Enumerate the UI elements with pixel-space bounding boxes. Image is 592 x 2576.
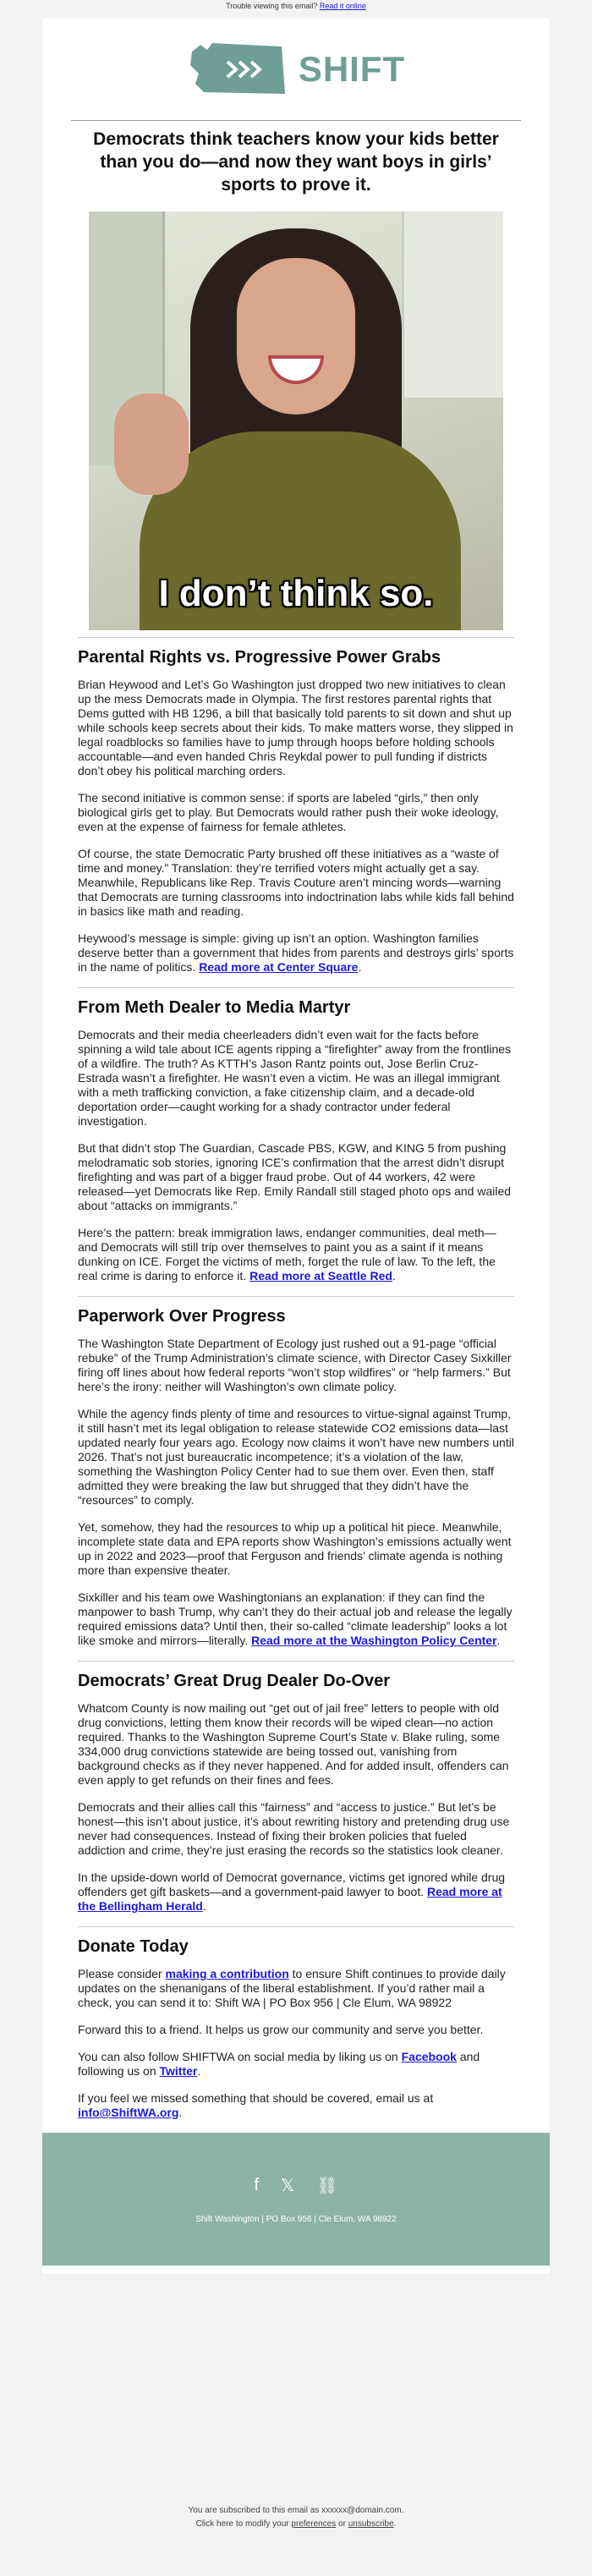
hero-image[interactable] bbox=[89, 211, 503, 630]
brand-name: SHIFT bbox=[298, 49, 406, 89]
read-more-link[interactable]: Read more at Seattle Red bbox=[249, 1269, 392, 1283]
preferences-text: or bbox=[338, 2519, 346, 2529]
twitter-link[interactable]: Twitter bbox=[159, 2064, 198, 2078]
footer-address: Shift Washington | PO Box 956 | Cle Elum, WA 98922 bbox=[195, 2214, 397, 2224]
subscription-info bbox=[0, 2504, 592, 2531]
preferences-text: Click here to modify your bbox=[195, 2519, 289, 2529]
article-paragraph-text: Heywood’s message is simple: giving up isn’t an option. Washington families deserve better than a government that hides from parents and destroys girls’ sports in the name of politics. bbox=[78, 931, 514, 974]
article-paragraph: Democrats and their allies call this “fairness” and “access to justice.” But let’s be honest—this isn’t about justice, it’s about rewriting history and pretending drug use never had consequences. Instead of fixing their broken policies that fueled addiction and crime, they’re just erasing the records so the statistics look cleaner. bbox=[78, 1800, 510, 1857]
washington-state-icon bbox=[187, 40, 288, 99]
kitchen-shelf bbox=[402, 211, 503, 398]
article-paragraph: Of course, the state Democratic Party brushed off these initiatives as a “waste of time and money.” Translation: they’re terrified voters might actually get a say. Meanwhile, Republicans like Rep. Travis Couture aren’t mincing words—warning that Democrats are turning classrooms into indoctrination labs while kids fall behind in basics like math and reading. bbox=[78, 847, 514, 918]
article-paragraph-text: Sixkiller and his team owe Washingtonians an explanation: if they can find the manpower to bash Trump, why can’t they do their actual job and release the legally required emissions data? Until then, their so-called “climate leadership” looks a lot like smoke and mirrors—literally. bbox=[78, 1590, 513, 1647]
footer-banner bbox=[42, 2133, 550, 2266]
section-divider bbox=[78, 1296, 514, 1297]
forward-paragraph: Forward this to a friend. It helps us grow our community and serve you better. bbox=[78, 2023, 484, 2036]
article-paragraph: Sixkiller and his team owe Washingtonians an explanation: if they can find the manpower to bash Trump, why can’t they do their actual job and release the legally required emissions data? Until then, their so-called “climate leadership” looks a lot like smoke and mirrors—literally. Read more at the Washington Policy Center. bbox=[78, 1590, 513, 1647]
donate-title: Donate Today bbox=[78, 1937, 189, 1956]
read-more-link[interactable]: Read more at Center Square bbox=[199, 960, 359, 974]
article-title: Parental Rights vs. Progressive Power Grabs bbox=[78, 648, 441, 667]
read-more-link[interactable]: Read more at the Washington Policy Center bbox=[251, 1634, 497, 1647]
section-divider bbox=[78, 987, 514, 988]
facebook-link[interactable]: Facebook bbox=[401, 2050, 457, 2063]
social-paragraph: You can also follow SHIFTWA on social media by liking us on Facebook and following us on Twitter. bbox=[78, 2050, 480, 2078]
social-text: and following us on bbox=[78, 2050, 480, 2078]
article-paragraph: The second initiative is common sense: if sports are labeled “girls,” then only biological girls get to play. But Democrats would rather push their woke ideology, even at the expense of fairness for female athletes. bbox=[78, 791, 499, 833]
donate-section bbox=[78, 1937, 514, 2120]
shift-logo[interactable] bbox=[78, 19, 514, 120]
article-drug-dealer bbox=[78, 1672, 514, 1914]
article-paragraph: Democrats and their media cheerleaders didn’t even wait for the facts before spinning a wild tale about ICE agents ripping a “firefighter” away from the frontlines of a wildfire. The truth? As KTTH’s Jason Rantz points out, Jose Berlin Cruz-Estrada wasn’t a firefighter. He wasn’t even a victim. He was an illegal immigrant with a meth trafficking conviction, a fake citizenship claim, and a decade-old deportation order—caught working for a shady contractor under federal investigation. bbox=[78, 1028, 512, 1128]
article-paragraph: Brian Heywood and Let’s Go Washington just dropped two new initiatives to clean up the mess Democrats made in Olympia. The first restores parental rights that Dems gutted with HB 1296, a bill that basically told parents to sit down and shut up while schools keep secrets about their kids. To make matters worse, they slipped in legal roadblocks so families have to jump through hoops before holding schools accountable—and even handed Chris Reykdal power to pull funding if districts don’t obey his political marching orders. bbox=[78, 678, 513, 777]
email-link[interactable]: info@ShiftWA.org bbox=[78, 2106, 179, 2119]
link-icon[interactable]: ⛓ bbox=[316, 2176, 338, 2195]
facebook-icon[interactable]: f bbox=[254, 2175, 260, 2194]
trouble-viewing-bar bbox=[0, 0, 592, 14]
headline: Democrats think teachers know your kids better than you do—and now they want boys in girls’ sports to prove it. bbox=[93, 129, 499, 195]
read-more-link[interactable]: Read more at the Bellingham Herald bbox=[78, 1885, 502, 1913]
contribution-link[interactable]: making a contribution bbox=[165, 1967, 289, 1980]
article-paragraph: The Washington State Department of Ecology just rushed out a 91-page “official rebuke” of the Trump Administration’s climate science, with Director Casey Sixkiller firing off lines about how federal reports “won’t stop wildfires” or “help farmers.” But here’s the irony: neither will Washington’s own climate policy. bbox=[78, 1337, 512, 1393]
donate-text: Please consider bbox=[78, 1967, 162, 1980]
social-text: You can also follow SHIFTWA on social media by liking us on bbox=[78, 2050, 398, 2063]
article-paragraph: While the agency finds plenty of time and resources to virtue-signal against Trump, it still hasn’t met its legal obligation to release statewide CO2 emissions data—last updated nearly four years ago. Ecology now claims it won’t have new numbers until 2026. That’s not just bureaucratic incompetence; it’s a violation of the law, something the Washington Policy Center had to sue them over. Even then, staff admitted they were breaking the law but shrugged that they didn’t have the “resources” to comply. bbox=[78, 1407, 514, 1507]
article-paragraph: Here’s the pattern: break immigration laws, endanger communities, deal meth—and Democrats will still trip over themselves to paint you as a saint if it means dunking on ICE. Forget the victims of meth, forget the rule of law. To the left, the real crime is daring to enforce it. Read more at Seattle Red. bbox=[78, 1226, 496, 1283]
article-paperwork bbox=[78, 1307, 514, 1648]
article-paragraph-text: Here’s the pattern: break immigration laws, endanger communities, deal meth—and Democrats will still trip over themselves to paint you as a saint if it means dunking on ICE. Forget the victims of meth, forget the rule of law. To the left, the real crime is daring to enforce it. bbox=[78, 1226, 496, 1283]
article-parental-rights bbox=[78, 648, 514, 975]
article-title: From Meth Dealer to Media Martyr bbox=[78, 998, 351, 1017]
article-paragraph: In the upside-down world of Democrat governance, victims get ignored while drug offenders get gift baskets—and a government-paid lawyer to boot. Read more at the Bellingham Herald. bbox=[78, 1870, 506, 1913]
article-paragraph-text: In the upside-down world of Democrat governance, victims get ignored while drug offenders get gift baskets—and a government-paid lawyer to boot. bbox=[78, 1870, 506, 1898]
trouble-viewing-text: Trouble viewing this email? bbox=[226, 2, 318, 10]
contact-paragraph: If you feel we missed something that should be covered, email us at info@ShiftWA.org. bbox=[78, 2091, 434, 2119]
unsubscribe-link[interactable]: unsubscribe bbox=[348, 2519, 394, 2529]
woman-face bbox=[237, 258, 355, 415]
donate-text: to ensure Shift continues to provide daily updates on the shenanigans of the liberal establishment. If you’d rather mail a check, you can send it to: Shift WA | PO Box 956 | Cle Elum, WA 98922 bbox=[78, 1967, 506, 2009]
card-bottom-spacer bbox=[78, 2266, 514, 2274]
article-paragraph: Yet, somehow, they had the resources to whip up a political hit piece. Meanwhile, incomplete state data and EPA reports show Washington’s emissions actually went up in 2022 and 2023—proof that Ferguson and friends’ climate agenda is nothing more than expensive theater. bbox=[78, 1520, 512, 1577]
email-body bbox=[42, 19, 550, 2274]
article-paragraph: Whatcom County is now mailing out “get out of jail free” letters to people with old drug convictions, letting them know their records will be wiped clean—no action required. Thanks to the Washington Supreme Court’s State v. Blake ruling, some 334,000 drug convictions statewide are being tossed out, vanishing from background checks as if they never happened. And for added insult, offenders can even apply to get refunds on their fines and fees. bbox=[78, 1701, 509, 1787]
subscribed-line: You are subscribed to this email as xxxxxx@domain.com. bbox=[188, 2506, 404, 2515]
section-divider bbox=[78, 637, 514, 638]
article-paragraph: But that didn’t stop The Guardian, Cascade PBS, KGW, and KING 5 from pushing melodramatic sob stories, ignoring ICE’s confirmation that the arrest didn’t disrupt firefighting and was part of a bigger fraud probe. Out of 44 workers, 42 were released—yet Democrats like Rep. Emily Randall still staged photo ops and wailed about “attacks on immigrants.” bbox=[78, 1141, 512, 1212]
article-meth-dealer bbox=[78, 998, 514, 1283]
preferences-line: Click here to modify your preferences or unsubscribe. bbox=[195, 2519, 397, 2529]
donate-paragraph bbox=[78, 1967, 514, 2010]
x-icon[interactable]: 𝕏 bbox=[281, 2176, 295, 2195]
article-title: Democrats’ Great Drug Dealer Do-Over bbox=[78, 1672, 391, 1690]
article-title: Paperwork Over Progress bbox=[78, 1307, 286, 1326]
read-online-link[interactable]: Read it online bbox=[319, 2, 366, 10]
article-paragraph: Heywood’s message is simple: giving up isn’t an option. Washington families deserve better than a government that hides from parents and destroys girls’ sports in the name of politics. Read more at Center Square. bbox=[78, 931, 514, 974]
contact-text: If you feel we missed something that should be covered, email us at bbox=[78, 2091, 434, 2105]
social-icons bbox=[254, 2175, 337, 2196]
woman-hand bbox=[114, 393, 189, 495]
preferences-link[interactable]: preferences bbox=[291, 2519, 337, 2529]
section-divider bbox=[78, 1926, 514, 1927]
hero-caption: I don’t think so. bbox=[158, 573, 434, 614]
